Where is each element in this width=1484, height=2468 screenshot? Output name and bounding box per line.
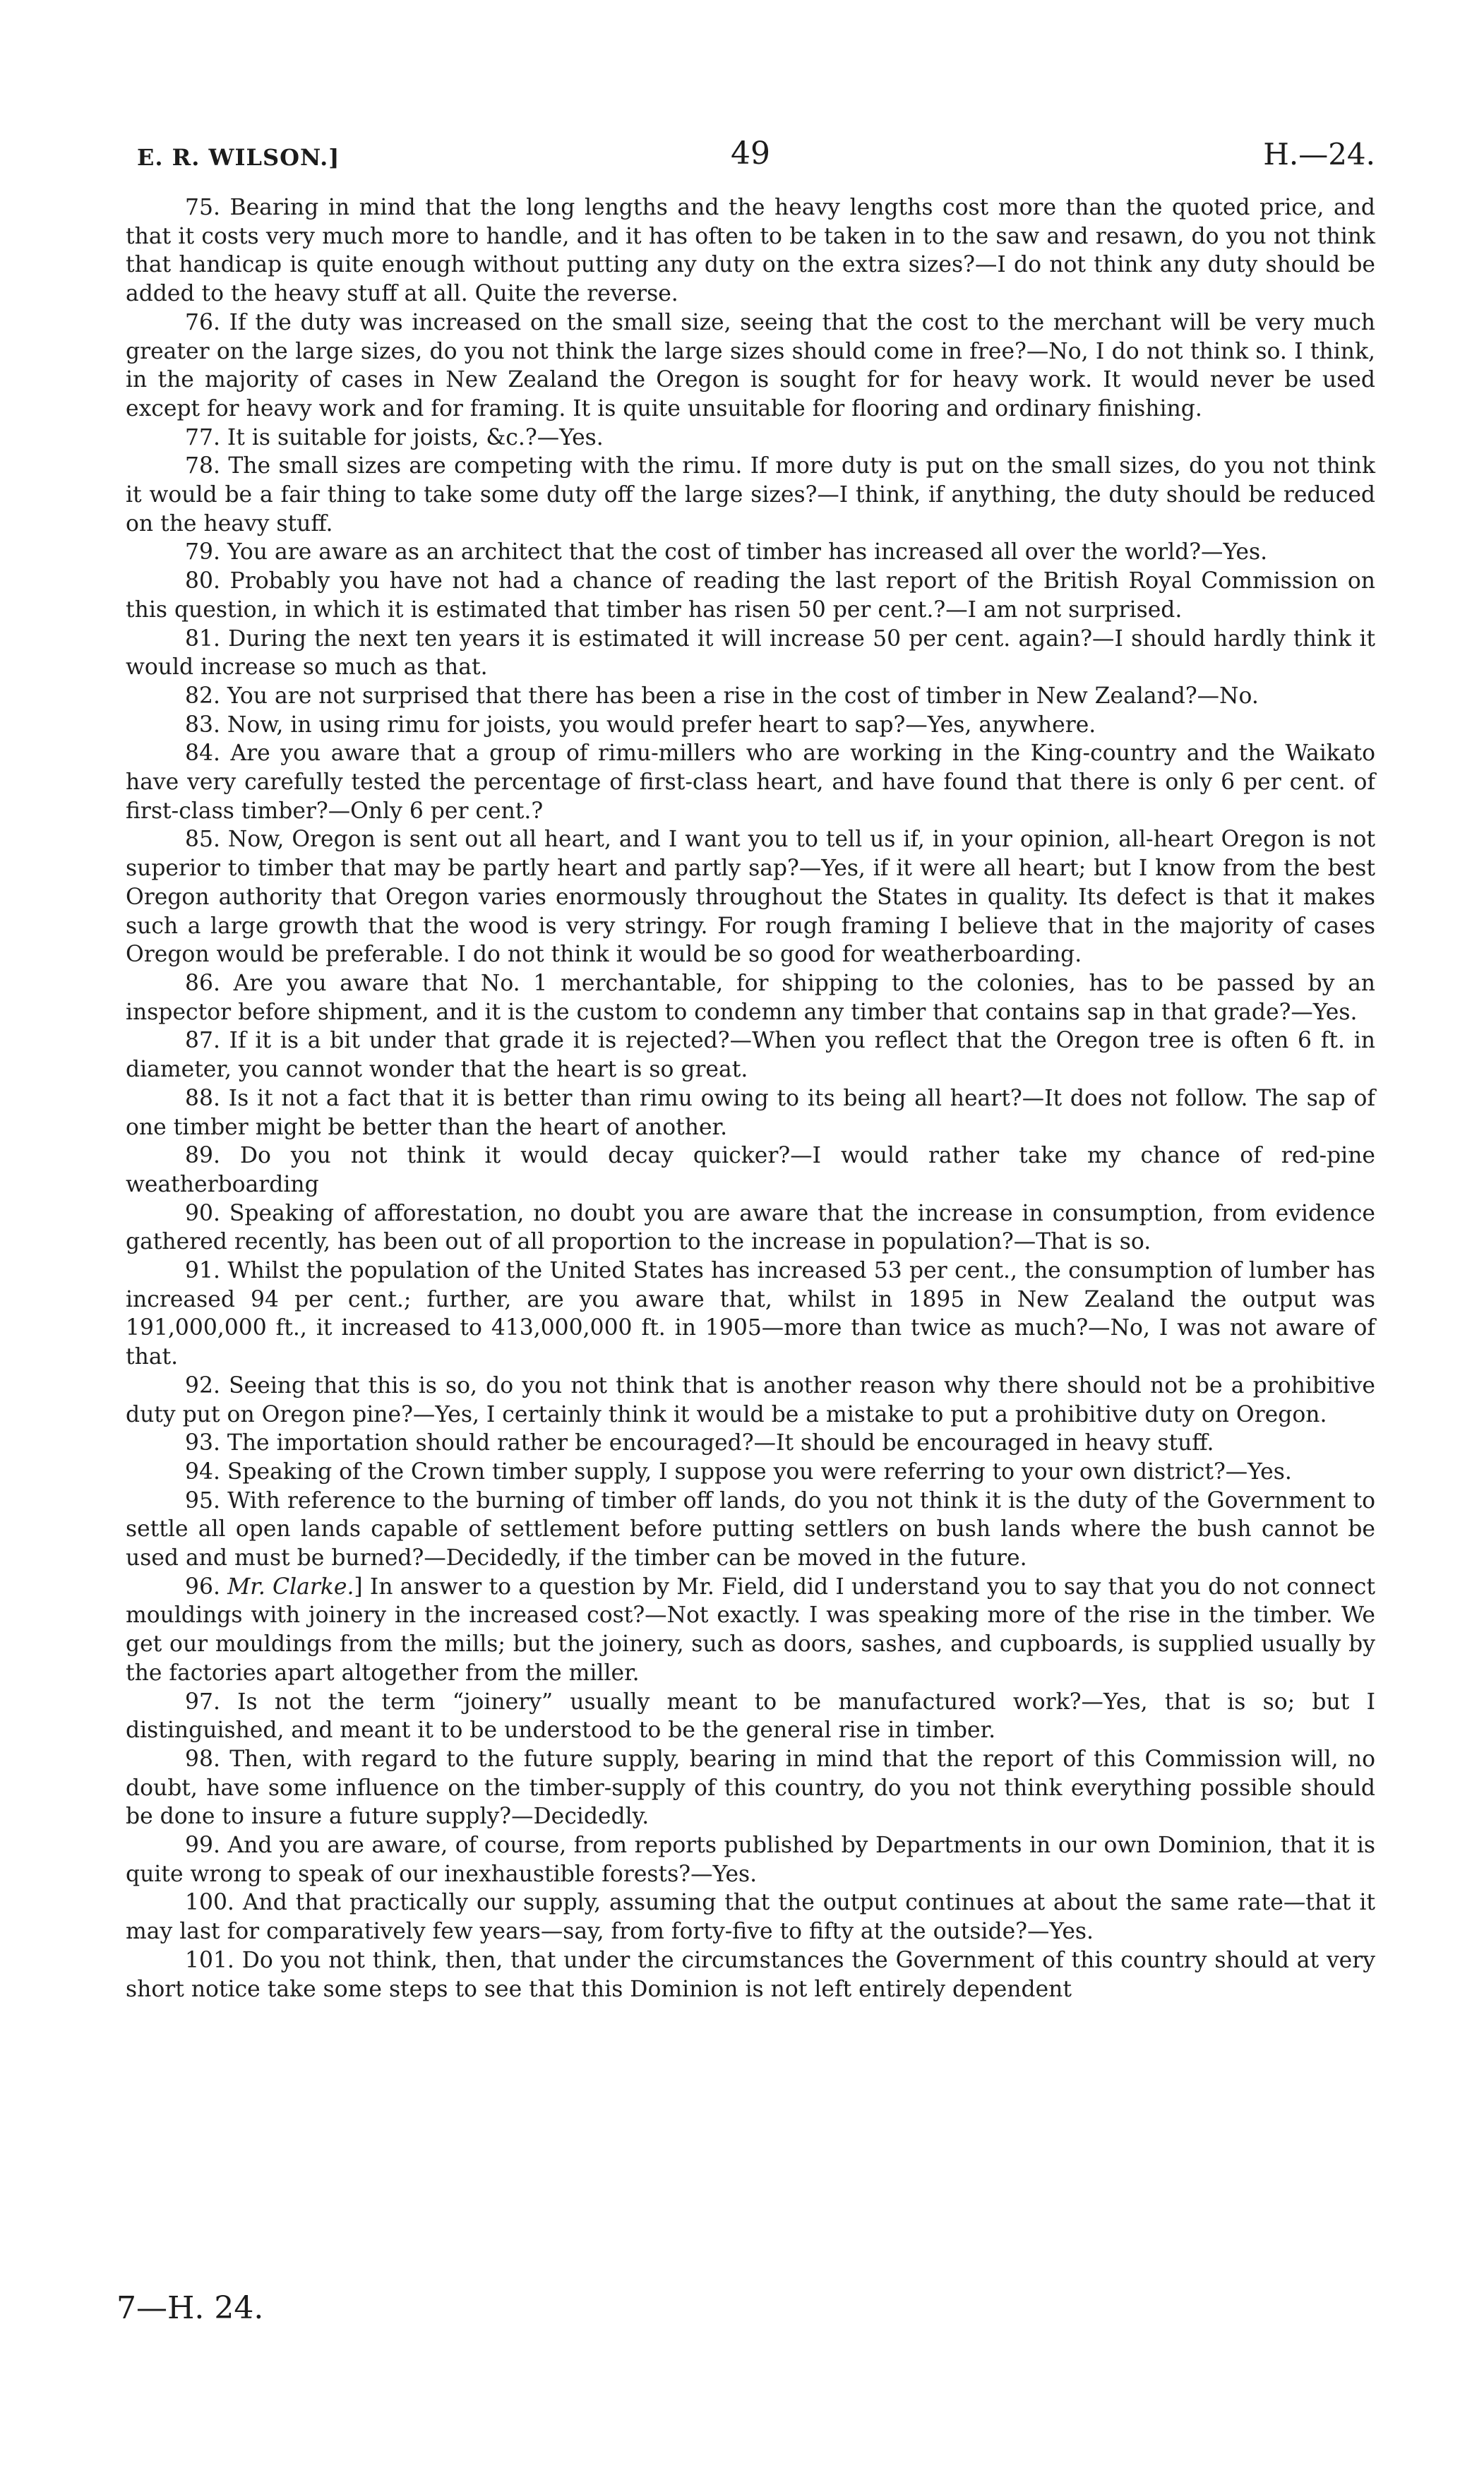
paragraph-94: 94. Speaking of the Crown timber supply, I suppose you were referring to your own district?—Yes. (185, 1458, 1292, 1485)
paragraph-98: 98. Then, with regard to the future supply, bearing in mind that the report of this Commission will, no doubt, have some influence on the timber-supply of this country, do you not think everything possible should be done to insure a future supply?—Decidedly. (126, 1746, 1375, 1830)
header-witness-name: E. R. WILSON.] (137, 144, 340, 171)
paragraph-88: 88. Is it not a fact that it is better than rimu owing to its being all heart?—It does not follow. The sap of one timber might be better than the heart of another. (126, 1085, 1375, 1140)
page-footer-signature: 7—H. 24. (116, 2290, 264, 2326)
document-page (126, 128, 1375, 2444)
paragraph-97: 97. Is not the term “joinery” usually meant to be manufactured work?—Yes, that is so; but I distinguished, and meant it to be understood to be the general rise in timber. (126, 1689, 1375, 1744)
paragraph-85: 85. Now, Oregon is sent out all heart, and I want you to tell us if, in your opinion, all-heart Oregon is not superior to timber that may be partly heart and partly sap?—Yes, if it were all heart; but I know from the best Oregon authority that Oregon varies enormously throughout the States in quality. Its defect is that it makes such a large growth that the wood is very stringy. For rough framing I believe that in the majority of cases Oregon would be preferable. I do not think it would be so good for weatherboarding. (126, 827, 1375, 968)
page-number: 49 (731, 136, 770, 172)
paragraph-79: 79. You are aware as an architect that the cost of timber has increased all over the world?—Yes. (185, 539, 1268, 565)
paragraph-82: 82. You are not surprised that there has been a rise in the cost of timber in New Zealand?—No. (185, 683, 1259, 709)
paragraph-96: 96. Mr. Clarke.] In answer to a question by Mr. Field, did I understand you to say that you do not connect mouldings with joinery in the increased cost?—Not exactly. I was speaking more of the rise in the timber. We get our mouldings from the mills; but the joinery, such as doors, sashes, and cupboards, is supplied usually by the factories apart altogether from the miller. (126, 1574, 1375, 1686)
page-header (126, 128, 1375, 178)
paragraph-91: 91. Whilst the population of the United States has increased 53 per cent., the consumption of lumber has increased 94 per cent.; further, are you aware that, whilst in 1895 in New Zealand the output was 191,000,000 ft., it increased to 413,000,000 ft. in 1905—more than twice as much?—No, I was not aware of that. (126, 1258, 1375, 1370)
paragraph-84: 84. Are you aware that a group of rimu-millers who are working in the King-country and the Waikato have very carefully tested the percentage of first-class heart, and have found that there is only 6 per cent. of first-class timber?—Only 6 per cent.? (126, 741, 1375, 824)
paragraph-75: 75. Bearing in mind that the long lengths and the heavy lengths cost more than the quoted price, and that it costs very much more to handle, and it has often to be taken in to the saw and resawn, do you not think that handicap is quite enough without putting any duty on the extra sizes?—I do not think any duty should be added to the heavy stuff at all. Quite the reverse. (126, 195, 1375, 307)
paragraph-77: 77. It is suitable for joists, &c.?—Yes. (185, 424, 604, 450)
paragraph-101: 101. Do you not think, then, that under the circumstances the Government of this country should at very short notice take some steps to see that this Dominion is not left entirely dependent (126, 1947, 1375, 2002)
paragraph-87: 87. If it is a bit under that grade it is rejected?—When you reflect that the Oregon tree is often 6 ft. in diameter, you cannot wonder that the heart is so great. (126, 1028, 1375, 1083)
paragraph-86: 86. Are you aware that No. 1 merchantable, for shipping to the colonies, has to be passed by an inspector before shipment, and it is the custom to condemn any timber that contains sap in that grade?—Yes. (126, 970, 1375, 1025)
paragraph-76: 76. If the duty was increased on the small size, seeing that the cost to the merchant will be very much greater on the large sizes, do you not think the large sizes should come in free?—No, I do not think so. I think, in the majority of cases in New Zealand the Oregon is sought for for heavy work. It would never be used except for heavy work and for framing. It is quite unsuitable for flooring and ordinary finishing. (126, 309, 1375, 421)
paragraph-93: 93. The importation should rather be encouraged?—It should be encouraged in heavy stuff. (185, 1430, 1214, 1456)
paragraph-80: 80. Probably you have not had a chance of reading the last report of the British Royal Commission on this question, in which it is estimated that timber has risen 50 per cent.?—I am not surprised. (126, 568, 1375, 623)
testimony-body (126, 193, 1375, 2003)
paragraph-100: 100. And that practically our supply, assuming that the output continues at about the same rate—that it may last for comparatively few years—say, from forty-five to fifty at the outside?—Yes. (126, 1890, 1375, 1945)
paragraph-89: 89. Do you not think it would decay quicker?—I would rather take my chance of red-pine weatherboarding (126, 1143, 1375, 1197)
paragraph-92: 92. Seeing that this is so, do you not think that is another reason why there should not be a prohibitive duty put on Oregon pine?—Yes, I certainly think it would be a mistake to put a prohibitive duty on Oregon. (126, 1372, 1375, 1427)
paragraph-99: 99. And you are aware, of course, from reports published by Departments in our own Dominion, that it is quite wrong to speak of our inexhaustible forests?—Yes. (126, 1833, 1375, 1887)
speaker-name: Mr. Clarke. (227, 1574, 354, 1600)
header-document-code: H.—24. (1263, 137, 1375, 172)
paragraph-83: 83. Now, in using rimu for joists, you would prefer heart to sap?—Yes, anywhere. (185, 712, 1096, 738)
paragraph-90: 90. Speaking of afforestation, no doubt you are aware that the increase in consumption, from evidence gathered recently, has been out of all proportion to the increase in population?—That is so. (126, 1200, 1375, 1255)
paragraph-95: 95. With reference to the burning of timber off lands, do you not think it is the duty of the Government to settle all open lands capable of settlement before putting settlers on bush lands where the bush cannot be used and must be burned?—Decidedly, if the timber can be moved in the future. (126, 1487, 1375, 1571)
paragraph-78: 78. The small sizes are competing with the rimu. If more duty is put on the small sizes, do you not think it would be a fair thing to take some duty off the large sizes?—I think, if anything, the duty should be reduced on the heavy stuff. (126, 453, 1375, 537)
paragraph-81: 81. During the next ten years it is estimated it will increase 50 per cent. again?—I should hardly think it would increase so much as that. (126, 625, 1375, 681)
